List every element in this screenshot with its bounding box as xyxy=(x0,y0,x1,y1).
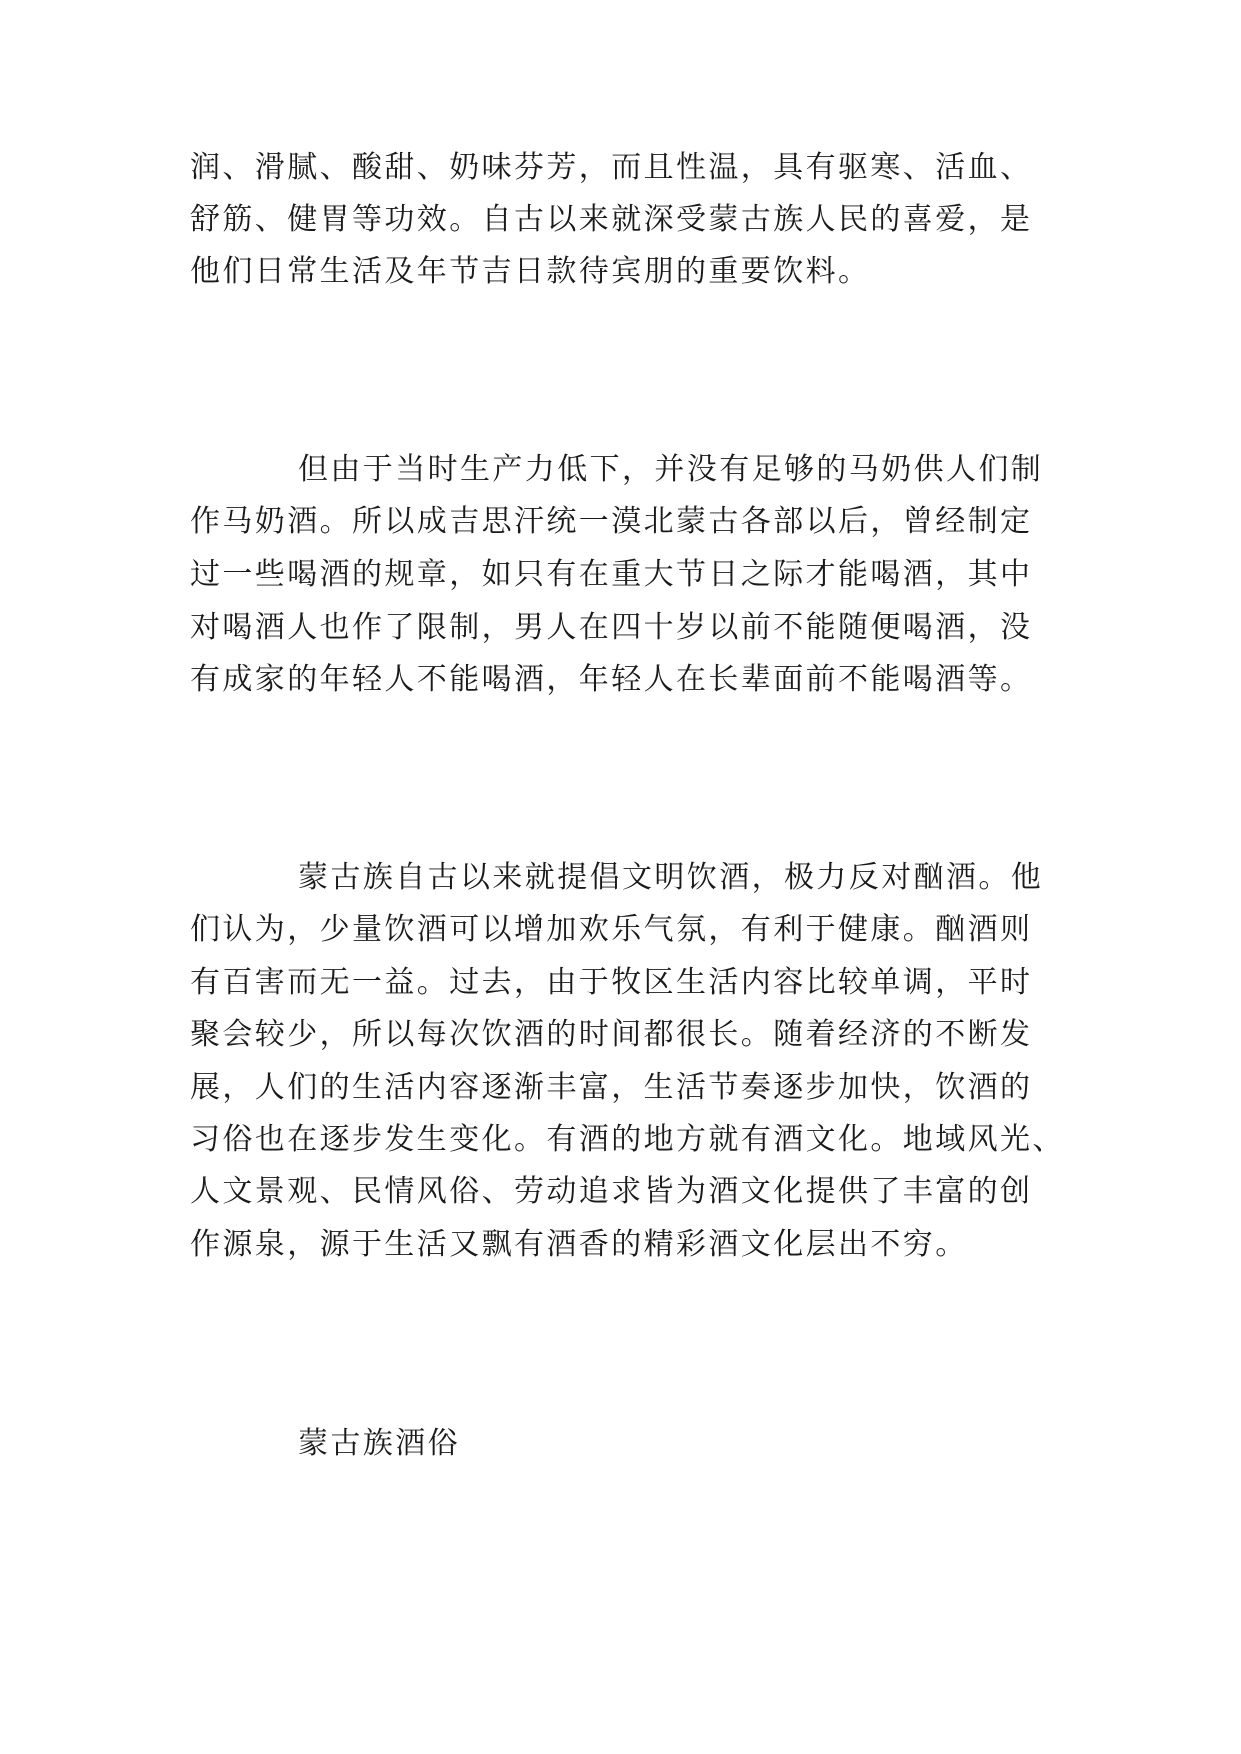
paragraph-3-line-1: 蒙古族自古以来就提倡文明饮酒，极力反对酗酒。他 xyxy=(298,860,1044,895)
paragraph-3-line-5: 展，人们的生活内容逐渐丰富，生活节奏逐步加快，饮酒的 xyxy=(190,1070,1033,1105)
paragraph-2-line-2: 作马奶酒。所以成吉思汗统一漠北蒙古各部以后，曾经制定 xyxy=(190,504,1033,539)
paragraph-2-line-3: 过一些喝酒的规章，如只有在重大节日之际才能喝酒，其中 xyxy=(190,557,1033,592)
paragraph-3-line-8: 作源泉，源于生活又飘有酒香的精彩酒文化层出不穷。 xyxy=(190,1227,968,1262)
paragraph-2-line-4: 对喝酒人也作了限制，男人在四十岁以前不能随便喝酒，没 xyxy=(190,610,1033,645)
paragraph-3-line-2: 们认为，少量饮酒可以增加欢乐气氛，有利于健康。酗酒则 xyxy=(190,912,1033,947)
section-heading: 蒙古族酒俗 xyxy=(298,1426,460,1461)
paragraph-2-line-5: 有成家的年轻人不能喝酒，年轻人在长辈面前不能喝酒等。 xyxy=(190,662,1033,697)
paragraph-1-line-1: 润、滑腻、酸甜、奶味芬芳，而且性温，具有驱寒、活血、 xyxy=(190,150,1033,185)
paragraph-3-line-4: 聚会较少，所以每次饮酒的时间都很长。随着经济的不断发 xyxy=(190,1017,1033,1052)
paragraph-3-line-3: 有百害而无一益。过去，由于牧区生活内容比较单调，平时 xyxy=(190,965,1033,1000)
paragraph-1-line-2: 舒筋、健胃等功效。自古以来就深受蒙古族人民的喜爱，是 xyxy=(190,202,1033,237)
paragraph-1-line-3: 他们日常生活及年节吉日款待宾朋的重要饮料。 xyxy=(190,254,871,289)
paragraph-3-line-6: 习俗也在逐步发生变化。有酒的地方就有酒文化。地域风光、 xyxy=(190,1122,1065,1157)
paragraph-2-line-1: 但由于当时生产力低下，并没有足够的马奶供人们制 xyxy=(298,452,1044,487)
paragraph-3-line-7: 人文景观、民情风俗、劳动追求皆为酒文化提供了丰富的创 xyxy=(190,1174,1033,1209)
